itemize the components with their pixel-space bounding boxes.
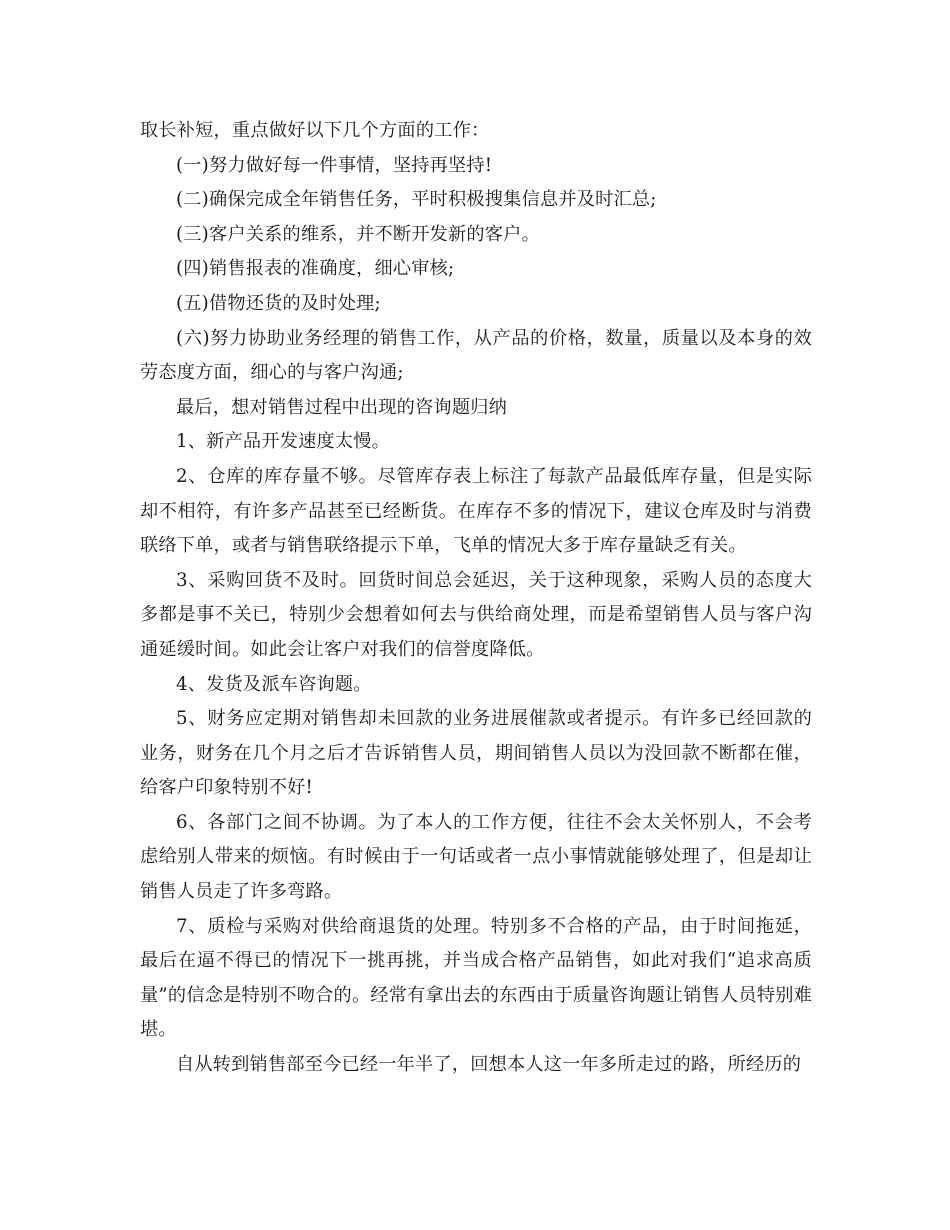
paragraph-item-2: (二)确保完成全年销售任务，平时积极搜集信息并及时汇总; [176, 189, 657, 211]
paragraph-item-5: (五)借物还货的及时处理; [176, 292, 381, 314]
paragraph-item-6: (六)努力协助业务经理的销售工作，从产品的价格，数量，质量以及本身的效劳态度方面，细心的与客户沟通; [140, 327, 812, 384]
paragraph-item-3: (三)客户关系的维系，并不断开发新的客户。 [176, 223, 540, 245]
paragraph-issue-7: 7、质检与采购对供给商退货的处理。特别多不合格的产品，由于时间拖延，最后在逼不得已的情况下一挑再挑，并当成合格产品销售，如此对我们“追求高质量”的信念是特别不吻合的。经常有拿出去的东西由于质量咨询题让销售人员特别难堪。 [140, 915, 812, 1041]
paragraph-issue-4: 4、发货及派车咨询题。 [176, 673, 372, 695]
paragraph-item-4: (四)销售报表的准确度，细心审核; [176, 258, 455, 280]
paragraph-item-1: (一)努力做好每一件事情，坚持再坚持! [176, 154, 493, 176]
document-body [140, 114, 812, 1083]
paragraph-issue-6: 6、各部门之间不协调。为了本人的工作方便，往往不会太关怀别人，不会考虑给别人带来的烦恼。有时候由于一句话或者一点小事情就能够处理了，但是却让销售人员走了许多弯路。 [140, 811, 812, 903]
paragraph-issue-1: 1、新产品开发速度太慢。 [176, 431, 391, 453]
paragraph-issue-5: 5、财务应定期对销售却未回款的业务进展催款或者提示。有许多已经回款的业务，财务在几个月之后才告诉销售人员，期间销售人员以为没回款不断都在催，给客户印象特别不好! [140, 708, 812, 799]
paragraph-issue-3: 3、采购回货不及时。回货时间总会延迟，关于这种现象，采购人员的态度大多都是事不关已，特别少会想着如何去与供给商处理，而是希望销售人员与客户沟通延缓时间。如此会让客户对我们的信誉度降低。 [140, 569, 812, 660]
paragraph-closing: 自从转到销售部至今已经一年半了，回想本人这一年多所走过的路，所经历的 [176, 1054, 802, 1076]
paragraph-intro: 取长补短，重点做好以下几个方面的工作： [140, 120, 490, 141]
paragraph-summary-heading: 最后，想对销售过程中出现的咨询题归纳 [176, 396, 507, 418]
paragraph-issue-2: 2、仓库的库存量不够。尽管库存表上标注了每款产品最低库存量，但是实际却不相符，有许多产品甚至已经断货。在库存不多的情况下，建议仓库及时与消费联络下单，或者与销售联络提示下单，飞单的情况大多于库存量缺乏有关。 [140, 465, 812, 557]
